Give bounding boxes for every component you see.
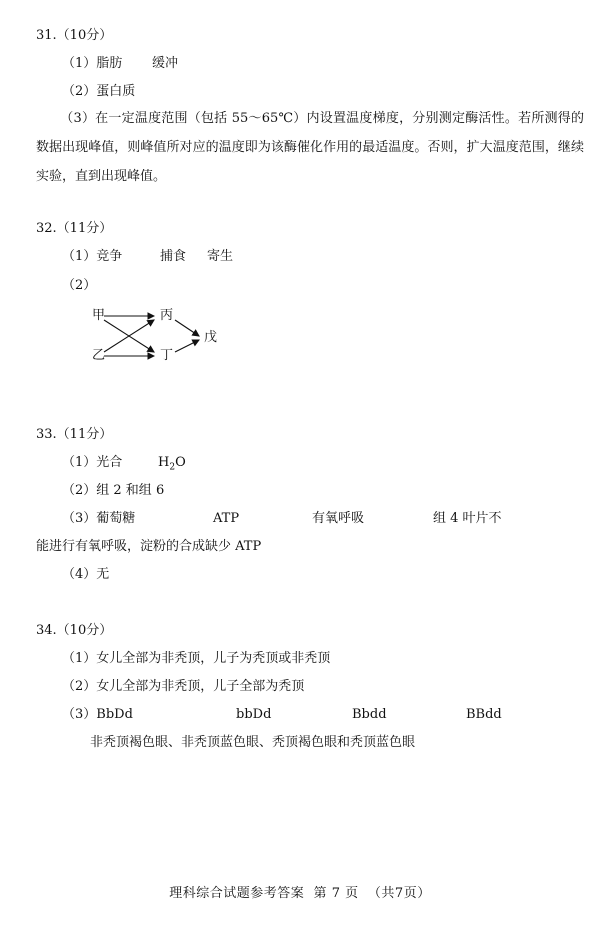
node-wu: 戊 — [204, 330, 218, 345]
water-subscript: 2 — [169, 462, 176, 473]
q31-answer-2: （2）蛋白质 — [62, 84, 136, 99]
node-bing: 丙 — [160, 308, 174, 323]
q34-answer-3: （3）BbDd — [62, 707, 133, 722]
q33-answer-3: （3）葡萄糖 — [62, 511, 136, 526]
q32-answer-2: （2） — [62, 278, 97, 293]
node-ding: 丁 — [160, 348, 174, 363]
q32-header: 32.（11分） — [36, 221, 113, 236]
footer-gong: （共 — [367, 886, 395, 901]
footer-ye-close: 页） — [403, 886, 431, 901]
footer-ye: 页 — [345, 886, 359, 901]
q34-answer-3d: BBdd — [466, 707, 502, 722]
node-jia: 甲 — [92, 308, 106, 323]
q32-answer-1b: 捕食 — [160, 249, 187, 264]
footer-title: 理科综合试题参考答案 — [169, 886, 305, 901]
q34-answer-2: （2）女儿全部为非秃顶，儿子全部为秃顶 — [62, 679, 305, 694]
water-h: H — [158, 455, 170, 470]
arrow-bing-wu — [175, 320, 199, 336]
q34-header: 34.（10分） — [36, 623, 113, 638]
q31-answer-1: （1）脂肪 — [62, 56, 123, 71]
footer-di: 第 — [313, 886, 328, 901]
arrow-ding-wu — [175, 340, 199, 352]
q33-header: 33.（11分） — [36, 427, 113, 442]
page-footer — [0, 886, 600, 902]
q34-answer-3-cont: 非秃顶褐色眼、非秃顶蓝色眼、秃顶褐色眼和秃顶蓝色眼 — [90, 735, 416, 750]
q32-answer-1c: 寄生 — [207, 249, 234, 264]
q33-answer-1: （1）光合 — [62, 455, 123, 470]
q33-answer-3-cont: 能进行有氧呼吸，淀粉的合成缺少 ATP — [36, 539, 262, 554]
q33-answer-2: （2）组 2 和组 6 — [62, 483, 165, 498]
q31-answer-3-text: （3）在一定温度范围（包括 55～65℃）内设置温度梯度，分别测定酶活性。若所测得的数据出现峰值，则峰值所对应的温度即为该酶催化作用的最适温度。否则，扩大温度范围，继续实验，直到出现峰值。 — [36, 111, 584, 184]
total-pages: 7 — [394, 886, 404, 901]
q33-answer-3c: 有氧呼吸 — [312, 511, 365, 526]
q34-answer-1: （1）女儿全部为非秃顶，儿子为秃顶或非秃顶 — [62, 651, 331, 666]
q31-header: 31.（10分） — [36, 28, 113, 43]
page-number: 7 — [331, 886, 341, 901]
q31-answer-3 — [36, 104, 584, 191]
food-web-diagram — [80, 300, 230, 372]
q32-answer-1: （1）竞争 — [62, 249, 123, 264]
q34-answer-3b: bbDd — [236, 707, 272, 722]
water-o: O — [175, 455, 186, 470]
q31-answer-1b: 缓冲 — [152, 56, 179, 71]
q33-answer-3b: ATP — [213, 511, 240, 526]
node-yi: 乙 — [92, 348, 106, 363]
q33-answer-3d: 组 4 叶片不 — [433, 511, 502, 526]
q34-answer-3c: Bbdd — [352, 707, 387, 722]
q33-answer-1b — [158, 455, 186, 476]
q33-answer-4: （4）无 — [62, 567, 110, 582]
